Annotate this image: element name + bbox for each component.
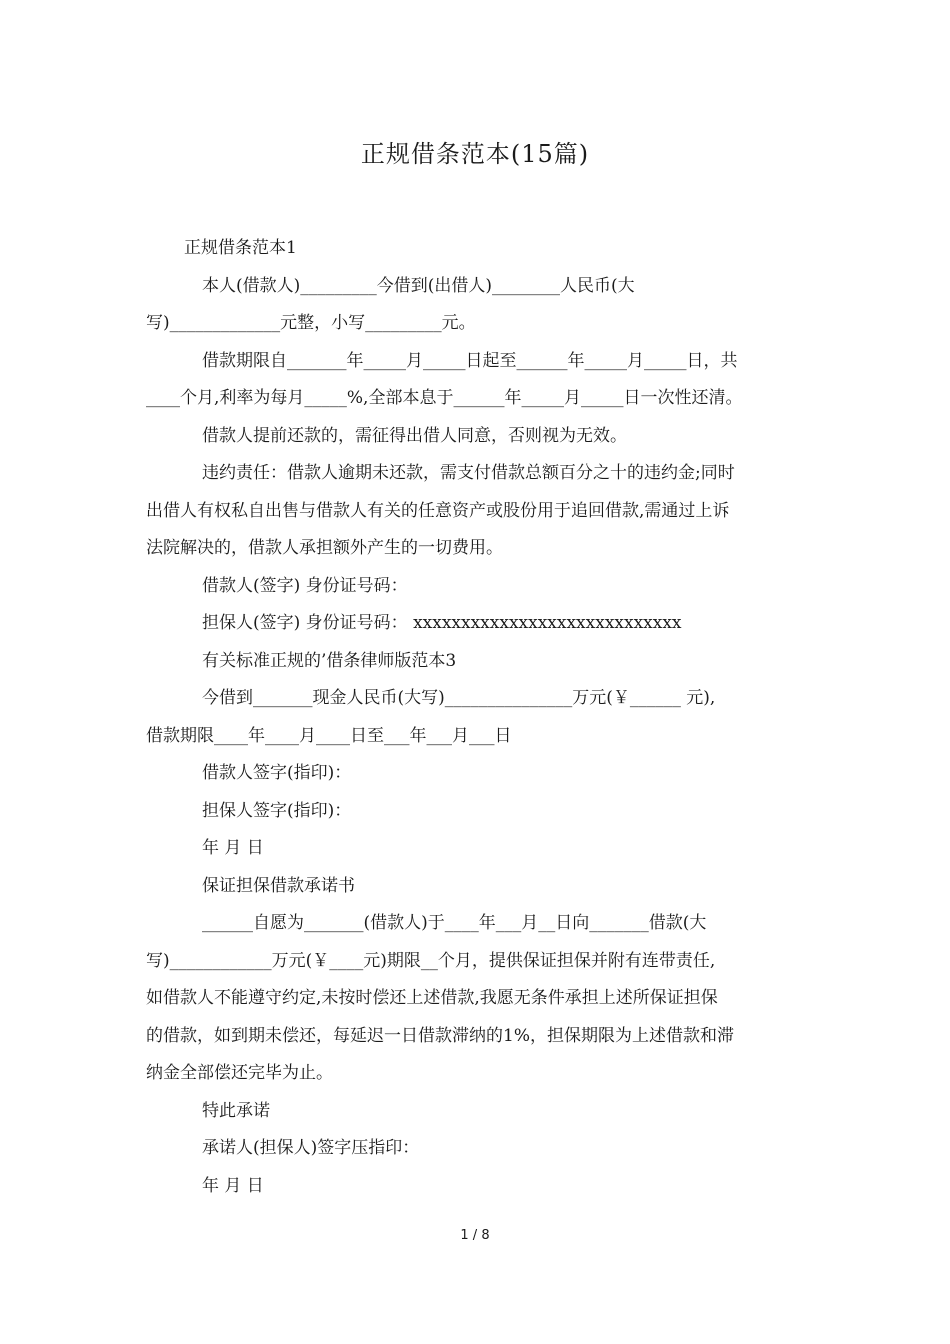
document-line: 违约责任：借款人逾期未还款，需支付借款总额百分之十的违约金;同时 — [202, 463, 735, 483]
document-line: 保证担保借款承诺书 — [202, 875, 355, 896]
document-line: ______自愿为_______(借款人)于____年___月__日向_______借款(大 — [202, 913, 707, 933]
document-line: 借款期限____年____月____日至___年___月___日 — [146, 725, 512, 746]
document-line: 的借款，如到期未偿还，每延迟一日借款滞纳的1%，担保期限为上述借款和滞 — [146, 1025, 734, 1046]
document-line: 纳金全部偿还完毕为止。 — [146, 1063, 333, 1083]
document-line: 今借到_______现金人民币(大写)_______________万元(￥______ 元), — [202, 688, 716, 708]
document-body — [146, 230, 816, 1205]
document-line: 借款人签字(指印)： — [202, 763, 352, 783]
document-line: 担保人(签字) 身份证号码： xxxxxxxxxxxxxxxxxxxxxxxxxxxx — [202, 613, 682, 633]
document-line: 承诺人(担保人)签字压指印： — [202, 1138, 420, 1158]
document-line: 借款期限自_______年_____月_____日起至______年_____月_____日，共 — [202, 350, 738, 371]
document-line: 借款人提前还款的，需征得出借人同意，否则视为无效。 — [202, 425, 627, 446]
document-line: 特此承诺 — [202, 1100, 270, 1121]
document-line: 法院解决的，借款人承担额外产生的一切费用。 — [146, 538, 503, 558]
document-line: 有关标准正规的’借条律师版范本3 — [202, 650, 457, 671]
page-number: 1 / 8 — [460, 1228, 490, 1243]
document-line: 出借人有权私自出售与借款人有关的任意资产或股份用于追回借款,需通过上诉 — [146, 500, 730, 521]
document-line: 写)_____________元整，小写_________元。 — [146, 313, 476, 333]
document-line: 写)____________万元(￥____元)期限__个月，提供保证担保并附有连带责任, — [146, 950, 716, 971]
document-line: 年 月 日 — [202, 1175, 264, 1196]
document-line: 正规借条范本1 — [184, 238, 297, 258]
document-title: 正规借条范本(15篇) — [360, 140, 590, 168]
document-line: ____个月,利率为每月_____%,全部本息于______年_____月_____日一次性还清。 — [146, 388, 743, 408]
document-line: 本人(借款人)_________今借到(出借人)________人民币(大 — [202, 275, 635, 296]
document-line: 担保人签字(指印)： — [202, 800, 352, 821]
document-line: 年 月 日 — [202, 838, 264, 858]
document-line: 借款人(签字) 身份证号码： — [202, 575, 408, 596]
document-line: 如借款人不能遵守约定,未按时偿还上述借款,我愿无条件承担上述所保证担保 — [146, 988, 718, 1008]
